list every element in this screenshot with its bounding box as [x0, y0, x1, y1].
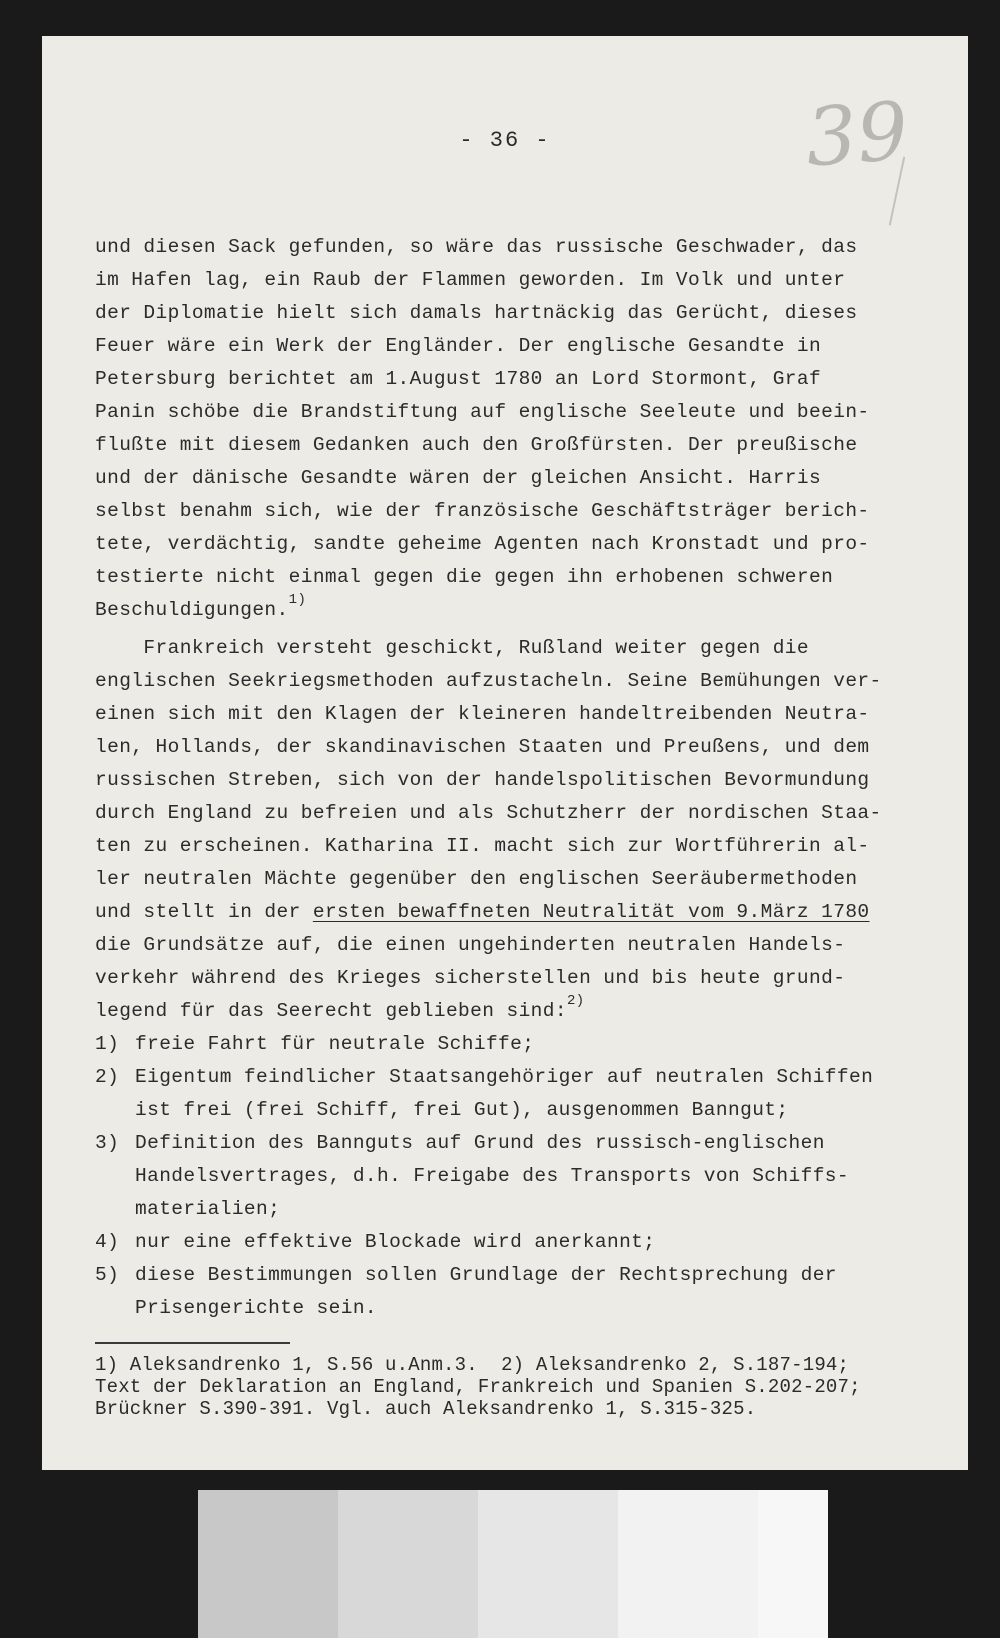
- paragraph-2-last-text: legend für das Seerecht geblieben sind:: [95, 1000, 567, 1022]
- paragraph-2-line: russischen Streben, sich von der handelspolitischen Bevormundung: [95, 769, 870, 791]
- paragraph-1-line: der Diplomatie hielt sich damals hartnäckig das Gerücht, dieses: [95, 302, 858, 324]
- list-item-text: [135, 1127, 925, 1226]
- list-item-text: [135, 1226, 925, 1259]
- list-item-text: [135, 1061, 925, 1127]
- list-item-number: 1): [95, 1033, 120, 1055]
- paragraph-2-rest: [95, 929, 925, 995]
- list-item-line: Eigentum feindlicher Staatsangehöriger auf neutralen Schiffen: [135, 1066, 874, 1088]
- footnote-ref-2: 2): [566, 993, 585, 1009]
- paragraph-2-line: die Grundsätze auf, die einen ungehinderten neutralen Handels-: [95, 934, 846, 956]
- list-item-line: Definition des Bannguts auf Grund des russisch-englischen: [135, 1132, 825, 1154]
- list-item-number: 5): [95, 1264, 120, 1286]
- paragraph-2-line-start: und stellt in der: [95, 901, 313, 923]
- list-item-number: 4): [95, 1231, 120, 1253]
- list-item-text: [135, 1028, 925, 1061]
- paragraph-1-line: Feuer wäre ein Werk der Engländer. Der englische Gesandte in: [95, 335, 822, 357]
- paragraph-1-line: Petersburg berichtet am 1.August 1780 an Lord Stormont, Graf: [95, 368, 822, 390]
- paragraph-1-last-text: Beschuldigungen.: [95, 599, 289, 621]
- footnote-ref-1: 1): [288, 592, 307, 608]
- footnote-line: Text der Deklaration an England, Frankreich und Spanien S.202-207;: [95, 1376, 861, 1398]
- list-item: [95, 1127, 925, 1226]
- paragraph-2-line: ler neutralen Mächte gegenüber den englischen Seeräubermethoden: [95, 868, 858, 890]
- list-item: [95, 1259, 925, 1325]
- paragraph-1-line: testierte nicht einmal gegen die gegen ihn erhobenen schweren: [95, 566, 834, 588]
- paragraph-2-line: englischen Seekriegsmethoden aufzustacheln. Seine Bemühungen ver-: [95, 670, 882, 692]
- paragraph-1-line: und der dänische Gesandte wären der gleichen Ansicht. Harris: [95, 467, 822, 489]
- paragraph-1-last-line: [95, 594, 925, 627]
- list-item-line: ist frei (frei Schiff, frei Gut), ausgenommen Banngut;: [135, 1099, 789, 1121]
- paragraph-2-line: verkehr während des Krieges sicherstellen und bis heute grund-: [95, 967, 846, 989]
- paragraph-2-last-line: [95, 995, 925, 1028]
- paragraph-2-line: einen sich mit den Klagen der kleineren handeltreibenden Neutra-: [95, 703, 870, 725]
- paragraph-1-line: Panin schöbe die Brandstiftung auf englische Seeleute und beein-: [95, 401, 870, 423]
- list-item-number: 3): [95, 1132, 120, 1154]
- paragraph-1-line: im Hafen lag, ein Raub der Flammen geworden. Im Volk und unter: [95, 269, 846, 291]
- list-item: [95, 1226, 925, 1259]
- paragraph-1-line: flußte mit diesem Gedanken auch den Großfürsten. Der preußische: [95, 434, 858, 456]
- paragraph-2-line: durch England zu befreien und als Schutzherr der nordischen Staa-: [95, 802, 882, 824]
- list-item-line: nur eine effektive Blockade wird anerkannt;: [135, 1231, 656, 1253]
- list-item-line: Prisengerichte sein.: [135, 1297, 378, 1319]
- paragraph-1-line: tete, verdächtig, sandte geheime Agenten nach Kronstadt und pro-: [95, 533, 870, 555]
- footnote-line: Brückner S.390-391. Vgl. auch Aleksandrenko 1, S.315-325.: [95, 1398, 757, 1420]
- list-item-line: freie Fahrt für neutrale Schiffe;: [135, 1033, 535, 1055]
- paragraph-1-line: selbst benahm sich, wie der französische Geschäftsträger berich-: [95, 500, 870, 522]
- numbered-list: [95, 1028, 925, 1325]
- list-item-line: materialien;: [135, 1198, 281, 1220]
- paragraph-1-line: und diesen Sack gefunden, so wäre das russische Geschwader, das: [95, 236, 858, 258]
- footnote-line: 1) Aleksandrenko 1, S.56 u.Anm.3. 2) Aleksandrenko 2, S.187-194;: [95, 1354, 850, 1376]
- body-text: [95, 231, 925, 1325]
- underlined-phrase: ersten bewaffneten Neutralität vom 9.März 1780: [312, 901, 870, 923]
- page-number: - 36 -: [459, 128, 551, 153]
- list-item-number: 2): [95, 1066, 120, 1088]
- gray-scale-strip: [198, 1490, 758, 1638]
- paragraph-1: [95, 231, 925, 594]
- list-item: [95, 1028, 925, 1061]
- paragraph-2: [95, 632, 925, 896]
- paragraph-2-line: ten zu erscheinen. Katharina II. macht sich zur Wortführerin al-: [95, 835, 870, 857]
- paragraph-2-line: len, Hollands, der skandinavischen Staaten und Preußens, und dem: [95, 736, 870, 758]
- list-item: [95, 1061, 925, 1127]
- paragraph-2-line: Frankreich versteht geschickt, Rußland weiter gegen die: [95, 637, 810, 659]
- footnote-rule: [95, 1342, 290, 1344]
- gray-scale-strip-end: [758, 1490, 828, 1638]
- handwritten-page-number: 39: [803, 84, 912, 185]
- document-page: [42, 36, 968, 1470]
- list-item-text: [135, 1259, 925, 1325]
- list-item-line: diese Bestimmungen sollen Grundlage der Rechtsprechung der: [135, 1264, 837, 1286]
- footnotes: [95, 1354, 955, 1420]
- paragraph-2-underlined-line: [95, 896, 925, 929]
- list-item-line: Handelsvertrages, d.h. Freigabe des Transports von Schiffs-: [135, 1165, 850, 1187]
